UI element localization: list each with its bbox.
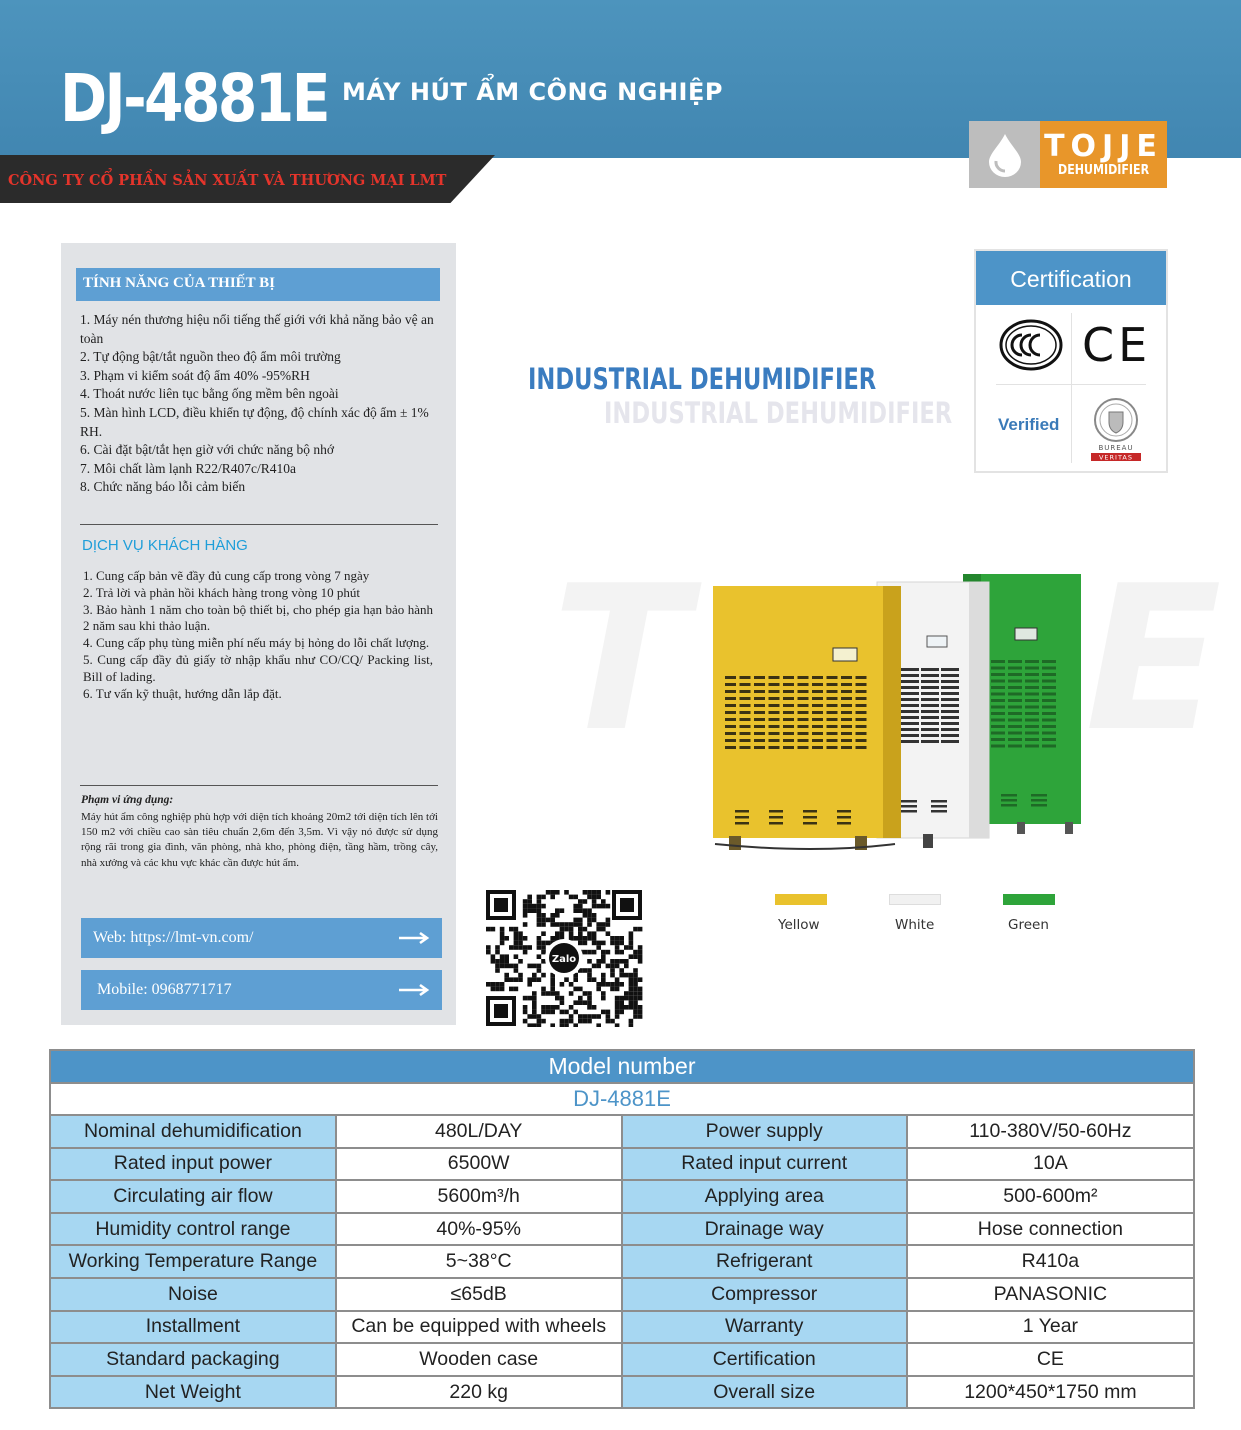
table-row bbox=[50, 1245, 1194, 1278]
divider bbox=[80, 785, 438, 786]
table-row bbox=[50, 1213, 1194, 1246]
spec-label: Installment bbox=[50, 1311, 336, 1344]
list-item: 5. Màn hình LCD, điều khiển tự động, độ chính xác độ ẩm ± 1% RH. bbox=[80, 404, 429, 439]
dehumidifier-product-image bbox=[705, 568, 1090, 858]
table-row bbox=[50, 1180, 1194, 1213]
scope-title: Phạm vi ứng dụng: bbox=[81, 794, 174, 806]
zalo-label: Zalo bbox=[551, 954, 577, 965]
arrow-right-icon bbox=[398, 931, 430, 945]
ccc-mark-icon bbox=[998, 317, 1064, 373]
list-item: 3. Phạm vi kiểm soát độ ẩm 40% -95%RH bbox=[80, 367, 310, 383]
spec-label: Net Weight bbox=[50, 1376, 336, 1409]
spec-value: CE bbox=[907, 1343, 1194, 1376]
spec-value: 10A bbox=[907, 1148, 1194, 1181]
spec-table bbox=[49, 1049, 1195, 1409]
list-item: 7. Môi chất làm lạnh R22/R407c/R410a bbox=[80, 460, 296, 476]
qr-finder-tl bbox=[486, 890, 516, 920]
spec-value: 110-380V/50-60Hz bbox=[907, 1115, 1194, 1148]
spec-label: Humidity control range bbox=[50, 1213, 336, 1246]
list-item: 4. Cung cấp phụ tùng miễn phí nếu máy bị hỏng do lỗi chất lượng. bbox=[83, 635, 430, 651]
color-swatch bbox=[775, 894, 827, 905]
list-item: 2. Tự động bật/tắt nguồn theo độ ẩm môi trường bbox=[80, 349, 341, 365]
spec-value: R410a bbox=[907, 1245, 1194, 1278]
table-row bbox=[50, 1050, 1194, 1083]
spec-value: 6500W bbox=[336, 1148, 622, 1181]
spec-value: 1200*450*1750 mm bbox=[907, 1376, 1194, 1409]
industrial-title: INDUSTRIAL DEHUMIDIFIER bbox=[528, 362, 877, 396]
spec-value: 5~38°C bbox=[336, 1245, 622, 1278]
logo-sub: DEHUMIDIFIER bbox=[1057, 162, 1150, 178]
qr-finder-bl bbox=[486, 996, 516, 1026]
list-item: 6. Tư vấn kỹ thuật, hướng dẫn lắp đặt. bbox=[83, 685, 282, 701]
spec-label: Refrigerant bbox=[622, 1245, 907, 1278]
spec-value: 40%-95% bbox=[336, 1213, 622, 1246]
scope-text: Máy hút ẩm công nghiệp phù hợp với diện tích khoảng 20m2 tới diện tích lên tới 150 m2 với chiều cao sàn tiêu chuẩn 2,6m đến 3,5m. Vì vậy nó được sử dụng rộng rãi trong gia đình, văn phòng, nhà kho, phòng điện, tầng hầm, trồng cây, nhà xưởng và các khu vực khác cần được hút ẩm. bbox=[81, 811, 438, 869]
product-subtitle: MÁY HÚT ẨM CÔNG NGHIỆP bbox=[342, 78, 723, 106]
divider bbox=[80, 524, 438, 525]
model-title: DJ-4881E bbox=[60, 60, 328, 137]
spec-label: Standard packaging bbox=[50, 1343, 336, 1376]
spec-value: Hose connection bbox=[907, 1213, 1194, 1246]
table-row bbox=[50, 1115, 1194, 1148]
zalo-qr-code[interactable] bbox=[485, 889, 643, 1027]
list-item: 8. Chức năng báo lỗi cảm biến bbox=[80, 479, 246, 495]
water-drop-icon bbox=[969, 121, 1040, 188]
spec-label: Drainage way bbox=[622, 1213, 907, 1246]
table-row bbox=[50, 1148, 1194, 1181]
list-item: 1. Máy nén thương hiệu nổi tiếng thế giới với khả năng bảo vệ an toàn bbox=[80, 312, 434, 346]
certification-title: Certification bbox=[976, 251, 1166, 305]
spec-value: 5600m³/h bbox=[336, 1180, 622, 1213]
spec-label: Compressor bbox=[622, 1278, 907, 1311]
bureau-veritas-seal-icon bbox=[1088, 398, 1144, 462]
spec-label: Noise bbox=[50, 1278, 336, 1311]
spec-value: 1 Year bbox=[907, 1311, 1194, 1344]
mobile-link-button[interactable] bbox=[81, 970, 442, 1010]
qr-finder-tr bbox=[612, 890, 642, 920]
color-label: Yellow bbox=[778, 917, 820, 933]
spec-value: Wooden case bbox=[336, 1343, 622, 1376]
spec-value: 480L/DAY bbox=[336, 1115, 622, 1148]
color-label: White bbox=[895, 917, 935, 933]
spec-label: Power supply bbox=[622, 1115, 907, 1148]
bv-bottom-text: VERITAS bbox=[1098, 453, 1134, 462]
spec-label: Certification bbox=[622, 1343, 907, 1376]
table-row bbox=[50, 1343, 1194, 1376]
company-name: CÔNG TY CỔ PHẦN SẢN XUẤT VÀ THƯƠNG MẠI LMT bbox=[8, 172, 447, 189]
features-list bbox=[80, 311, 438, 497]
bv-top-text: BUREAU bbox=[1098, 444, 1134, 452]
spec-value: 220 kg bbox=[336, 1376, 622, 1409]
services-title: DỊCH VỤ KHÁCH HÀNG bbox=[82, 537, 248, 554]
mobile-link-label: Mobile: 0968771717 bbox=[97, 981, 232, 998]
spec-label: Applying area bbox=[622, 1180, 907, 1213]
watermark-letter: E bbox=[1085, 543, 1222, 776]
list-item: 5. Cung cấp đầy đủ giấy tờ nhập khẩu như CO/CQ/ Packing list, Bill of lading. bbox=[83, 651, 433, 684]
spec-value: PANASONIC bbox=[907, 1278, 1194, 1311]
arrow-right-icon bbox=[398, 983, 430, 997]
yellow-unit bbox=[713, 586, 901, 850]
color-label: Green bbox=[1008, 917, 1049, 933]
spec-label: Nominal dehumidification bbox=[50, 1115, 336, 1148]
web-link-label: Web: https://lmt-vn.com/ bbox=[93, 929, 254, 946]
features-title: TÍNH NĂNG CỦA THIẾT BỊ bbox=[76, 268, 440, 301]
list-item: 1. Cung cấp bản vẽ đầy đủ cung cấp trong vòng 7 ngày bbox=[83, 568, 370, 583]
spec-label: Warranty bbox=[622, 1311, 907, 1344]
web-link-button[interactable] bbox=[81, 918, 442, 958]
ce-mark: CE bbox=[1082, 318, 1152, 372]
services-list bbox=[83, 568, 433, 702]
brand-logo bbox=[969, 121, 1167, 188]
industrial-title-shadow: INDUSTRIAL DEHUMIDIFIER bbox=[604, 396, 953, 430]
table-row bbox=[50, 1311, 1194, 1344]
color-swatch bbox=[889, 894, 941, 905]
list-item: 4. Thoát nước liên tục bằng ống mềm bên ngoài bbox=[80, 386, 339, 402]
spec-label: Circulating air flow bbox=[50, 1180, 336, 1213]
watermark-letter: T bbox=[552, 543, 689, 776]
color-swatch bbox=[1003, 894, 1055, 905]
spec-value: Can be equipped with wheels bbox=[336, 1311, 622, 1344]
list-item: 3. Bảo hành 1 năm cho toàn bộ thiết bị, cho phép gia hạn bảo hành 2 năm sau khi thảo luận. bbox=[83, 601, 433, 634]
spec-label: Rated input current bbox=[622, 1148, 907, 1181]
table-row bbox=[50, 1278, 1194, 1311]
model-number-header: Model number bbox=[50, 1050, 1194, 1083]
table-row bbox=[50, 1083, 1194, 1115]
list-item: 6. Cài đặt bật/tắt hẹn giờ với chức năng bộ nhớ bbox=[80, 442, 335, 458]
spec-label: Overall size bbox=[622, 1376, 907, 1409]
logo-brand: TOJJE bbox=[1044, 128, 1163, 164]
spec-value: ≤65dB bbox=[336, 1278, 622, 1311]
table-row bbox=[50, 1376, 1194, 1409]
certification-box bbox=[974, 249, 1168, 473]
list-item: 2. Trả lời và phản hồi khách hàng trong vòng 10 phút bbox=[83, 584, 360, 600]
spec-value: 500-600m² bbox=[907, 1180, 1194, 1213]
verified-mark: Verified bbox=[998, 415, 1060, 434]
model-number-value: DJ-4881E bbox=[50, 1083, 1194, 1115]
spec-label: Rated input power bbox=[50, 1148, 336, 1181]
spec-label: Working Temperature Range bbox=[50, 1245, 336, 1278]
